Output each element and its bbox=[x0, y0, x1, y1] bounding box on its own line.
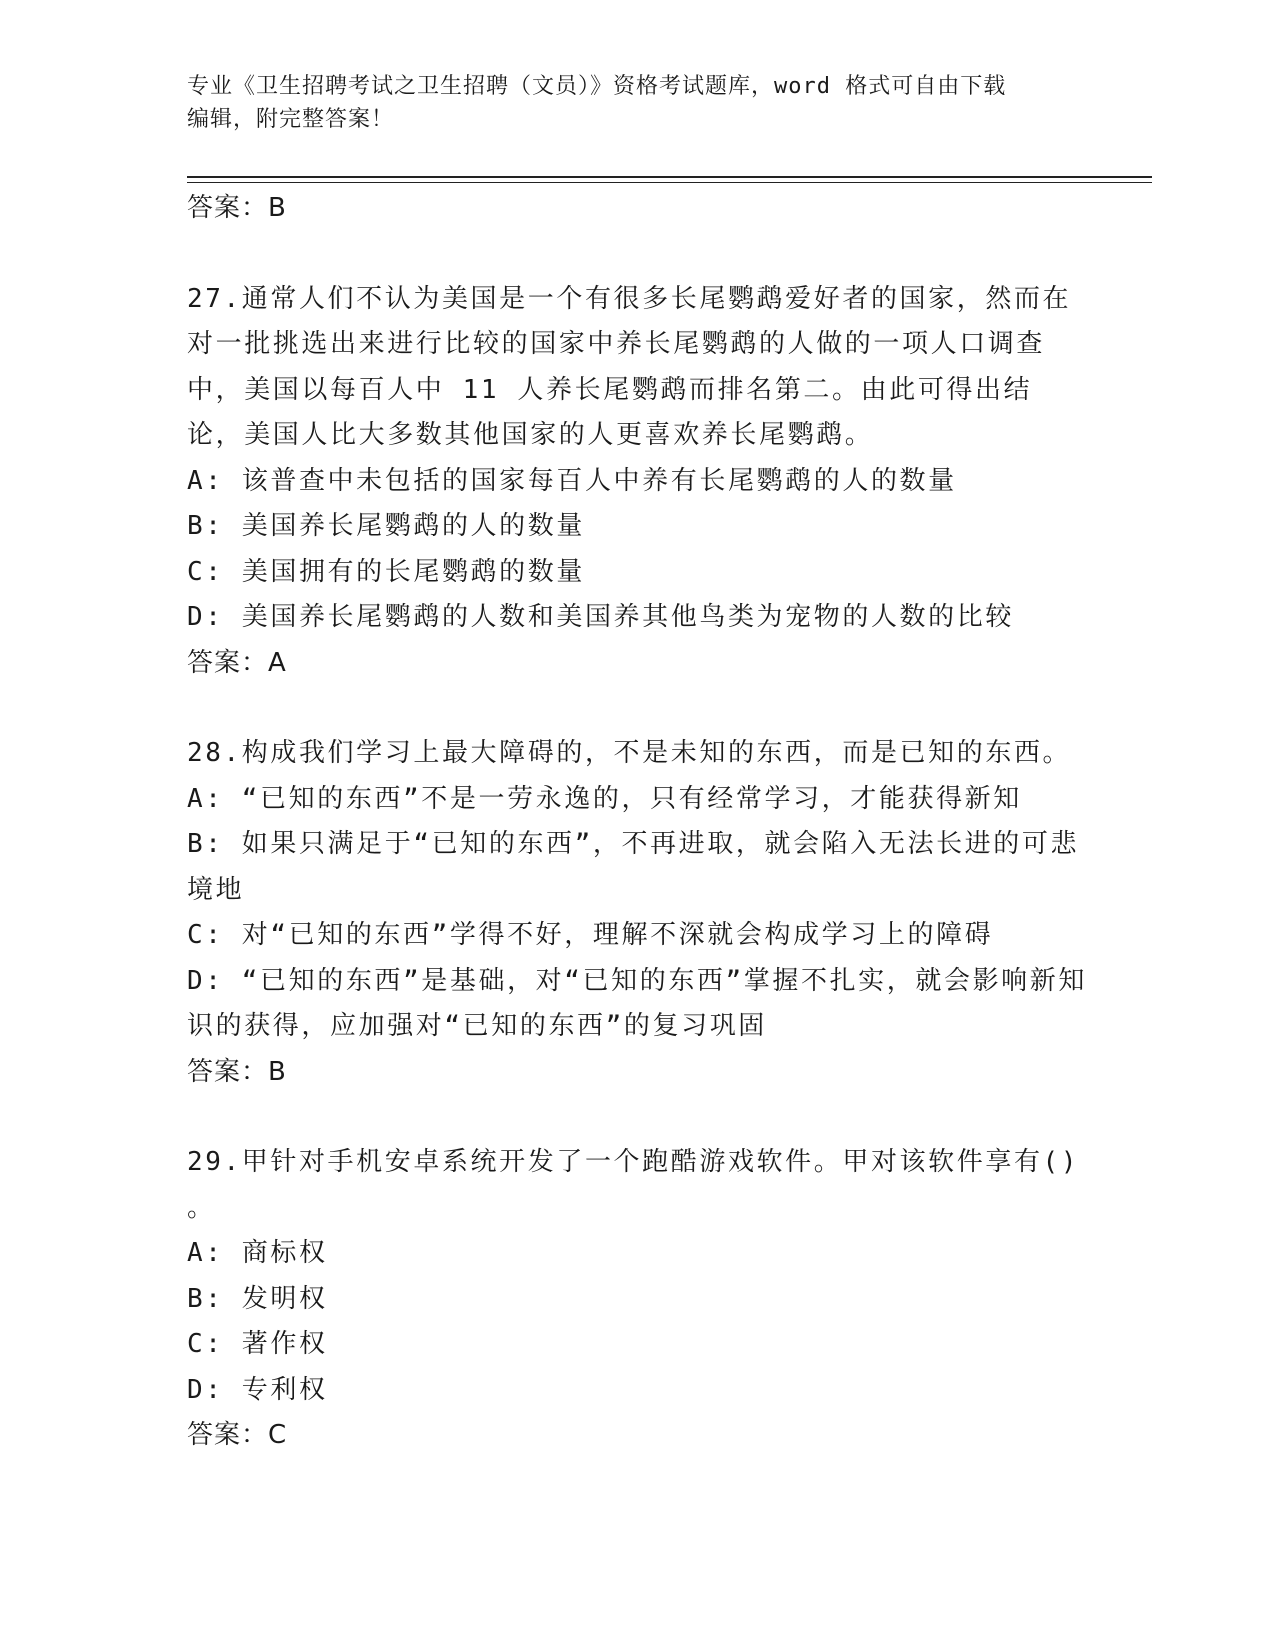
question-28 bbox=[187, 731, 1087, 1095]
header-rule-thin bbox=[187, 182, 1152, 183]
question-28-option-d: D: “已知的东西”是基础，对“已知的东西”掌握不扎实，就会影响新知识的获得，应加强对“已知的东西”的复习巩固 bbox=[187, 965, 1087, 1041]
question-28-stem: 28.构成我们学习上最大障碍的，不是未知的东西，而是已知的东西。 bbox=[187, 738, 1072, 768]
question-29-option-d: D: 专利权 bbox=[187, 1374, 328, 1405]
question-29-stem: 29.甲针对手机安卓系统开发了一个跑酷游戏软件。甲对该软件享有() bbox=[187, 1147, 1080, 1177]
question-28-option-c: C: 对“已知的东西”学得不好，理解不深就会构成学习上的障碍 bbox=[187, 920, 994, 950]
question-28-option-a: A: “已知的东西”不是一劳永逸的，只有经常学习，才能获得新知 bbox=[187, 783, 1022, 814]
answer-28: 答案：B bbox=[187, 1056, 287, 1087]
question-27-option-d: D: 美国养长尾鹦鹉的人数和美国养其他鸟类为宠物的人数的比较 bbox=[187, 602, 1014, 632]
spacer bbox=[187, 686, 1087, 731]
answer-27: 答案：A bbox=[187, 647, 287, 678]
header-rule-thick bbox=[187, 176, 1152, 178]
question-29-option-b: B: 发明权 bbox=[187, 1283, 328, 1314]
question-27-option-a: A: 该普查中未包括的国家每百人中养有长尾鹦鹉的人的数量 bbox=[187, 465, 957, 496]
question-27-stem: 27.通常人们不认为美国是一个有很多长尾鹦鹉爱好者的国家，然而在对一批挑选出来进行比较的国家中养长尾鹦鹉的人做的一项人口调查中，美国以每百人中 11 人养长尾鹦鹉而排名第二。由此可得出结论，美国人比大多数其他国家的人更喜欢养长尾鹦鹉。 bbox=[187, 283, 1072, 450]
question-list bbox=[187, 186, 1087, 1459]
answer-29: 答案：C bbox=[187, 1420, 288, 1450]
question-29-stem-end: 。 bbox=[187, 1192, 216, 1223]
question-29-option-a: A: 商标权 bbox=[187, 1238, 328, 1268]
spacer bbox=[187, 232, 1087, 277]
header-line-2: 编辑，附完整答案！ bbox=[187, 107, 395, 132]
spacer bbox=[187, 1095, 1087, 1140]
question-29 bbox=[187, 1140, 1087, 1459]
question-27-option-b: B: 美国养长尾鹦鹉的人的数量 bbox=[187, 511, 585, 541]
question-27 bbox=[187, 277, 1087, 687]
question-27-option-c: C: 美国拥有的长尾鹦鹉的数量 bbox=[187, 556, 585, 587]
question-28-option-b: B: 如果只满足于“已知的东西”，不再进取，就会陷入无法长进的可悲境地 bbox=[187, 829, 1080, 905]
answer-26: 答案：B bbox=[187, 193, 287, 223]
question-29-option-c: C: 著作权 bbox=[187, 1329, 328, 1359]
header-line-1: 专业《卫生招聘考试之卫生招聘（文员）》资格考试题库，word 格式可自由下载 bbox=[187, 74, 1007, 99]
document-header bbox=[187, 70, 1067, 136]
